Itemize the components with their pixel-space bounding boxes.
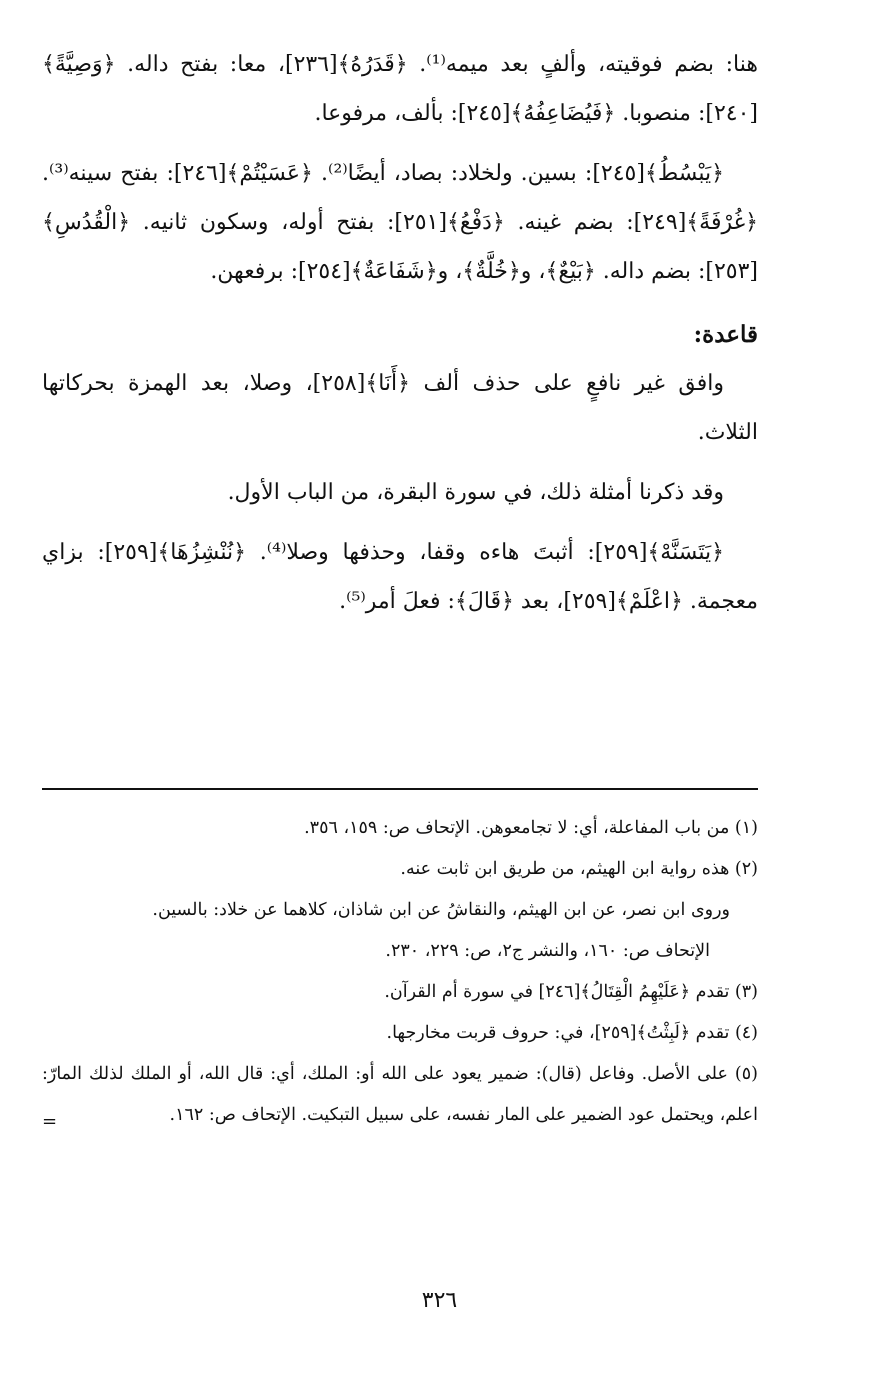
paragraph-2: ﴿يَبْسُطُ﴾[٢٤٥]: بسين. ولخلاد: بصاد، أيضًا⁽²⁾. ﴿عَسَيْتُمْ﴾[٢٤٦]: بفتح سينه⁽³⁾. ﴿غُرْفَةً﴾[٢٤٩]: بضم غينه. ﴿دَفْعُ﴾[٢٥١]: بفتح أوله، وسكون ثانيه. ﴿الْقُدُسِ﴾[٢٥٣]: بضم داله. ﴿بَيْعٌ﴾، و﴿خُلَّةٌ﴾، و﴿شَفَاعَةٌ﴾[٢٥٤]: برفعهن. [42, 161, 759, 284]
paragraph-1: هنا: بضم فوقيته، وألفٍ بعد ميمه⁽¹⁾. ﴿قَدَرُهُ﴾[٢٣٦]، معا: بفتح داله. ﴿وَصِيَّةً﴾[٢٤٠]: منصوبا. ﴿فَيُضَاعِفُهُ﴾[٢٤٥]: بألف، مرفوعا. [42, 52, 759, 126]
footnote-2: (٢) هذه رواية ابن الهيثم، من طريق ابن ثابت عنه. [400, 859, 758, 879]
continued-mark: = [42, 1111, 58, 1132]
footnote-1: (١) من باب المفاعلة، أي: لا تجامعوهن. الإتحاف ص: ١٥٩، ٣٥٦. [304, 818, 758, 838]
paragraph-3: وافق غير نافعٍ على حذف ألف ﴿أَنَا﴾[٢٥٨]، وصلا، بعد الهمزة بحركاتها الثلاث. [42, 371, 758, 445]
main-text [42, 40, 758, 626]
footnote-separator [42, 788, 758, 790]
footnote-5: (٥) على الأصل. وفاعل (قال): ضمير يعود على الله أو: الملك، أي: قال الله، أو الملك لذلك المارّ: اعلم، ويحتمل عود الضمير على المار نفسه، على سبيل التبكيت. الإتحاف ص: ١٦٢. [42, 1064, 758, 1125]
footnote-2-continuation: وروى ابن نصر، عن ابن الهيثم، والنقاشُ عن ابن شاذان، كلاهما عن خلاد: بالسين. [152, 900, 730, 920]
page-number: ٣٢٦ [421, 1288, 458, 1313]
footnote-3: (٣) تقدم ﴿عَلَيْهِمُ الْقِتَالُ﴾[٢٤٦] في سورة أم القرآن. [384, 982, 758, 1002]
paragraph-5: ﴿يَتَسَنَّهْ﴾[٢٥٩]: أثبتَ هاءه وقفا، وحذفها وصلا⁽⁴⁾. ﴿نُنْشِزُهَا﴾[٢٥٩]: بزاي معجمة. ﴿اعْلَمْ﴾[٢٥٩]، بعد ﴿قَالَ﴾: فعلَ أمر⁽⁵⁾. [42, 540, 758, 614]
footnotes [42, 808, 758, 1136]
footnote-2-reference: الإتحاف ص: ١٦٠، والنشر ج٢، ص: ٢٢٩، ٢٣٠. [385, 941, 710, 961]
paragraph-4: وقد ذكرنا أمثلة ذلك، في سورة البقرة، من الباب الأول. [227, 480, 724, 505]
section-heading: قاعدة: [693, 321, 758, 348]
footnote-4: (٤) تقدم ﴿لَبِثْتُ﴾[٢٥٩]، في: حروف قربت مخارجها. [386, 1023, 758, 1043]
